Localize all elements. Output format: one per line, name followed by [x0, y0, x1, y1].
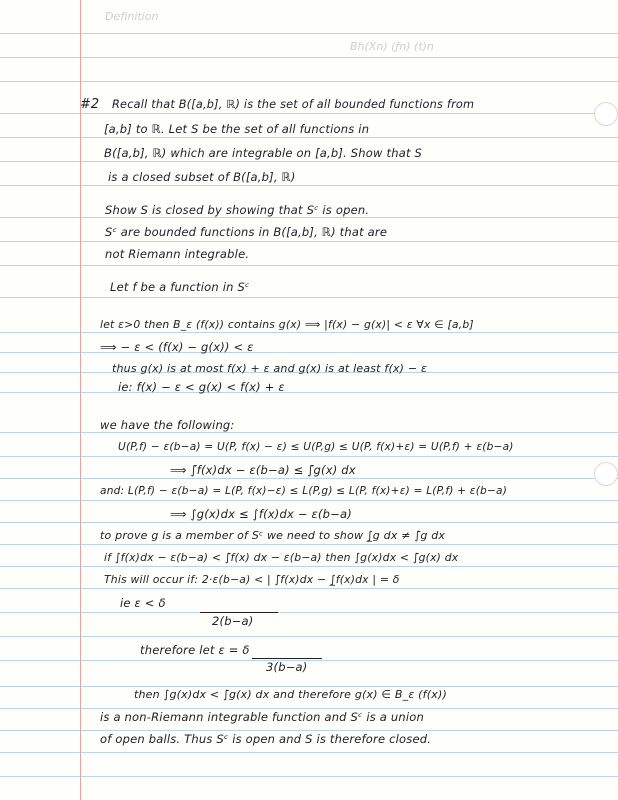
ruled-line [0, 612, 618, 613]
proof-line: Sᶜ are bounded functions in B([a,b], ℝ) that are [105, 225, 388, 239]
ruled-line [0, 566, 618, 567]
ruled-line [0, 588, 618, 589]
problem-statement-line: [a,b] to ℝ. Let S be the set of all functions in [104, 122, 370, 136]
problem-statement-line: Recall that B([a,b], ℝ) is the set of all bounded functions from [112, 98, 475, 111]
ruled-line [0, 776, 618, 777]
ruled-line [0, 636, 618, 637]
proof-line: not Riemann integrable. [105, 247, 250, 261]
ruled-line [0, 217, 618, 218]
ruled-line [0, 185, 618, 186]
ruled-line [0, 265, 618, 266]
ruled-line [0, 708, 618, 709]
ruled-line [0, 544, 618, 545]
proof-line: ie: f(x) − ε < g(x) < f(x) + ε [118, 380, 285, 394]
bleed-through-text: Bh(Xn) (ƒn) (t)n [350, 40, 434, 53]
ruled-line [0, 297, 618, 298]
proof-line: Show S is closed by showing that Sᶜ is open. [105, 203, 370, 217]
ruled-line [0, 456, 618, 457]
ruled-line [0, 33, 618, 34]
conclusion-line: of open balls. Thus Sᶜ is open and S is therefore closed. [100, 732, 432, 746]
bleed-through-text: Definition [105, 10, 159, 23]
fraction-denominator: 3(b−a) [266, 660, 308, 674]
equation-line: U(P,f) − ε(b−a) = U(P, f(x) − ε) ≤ U(P,g) ≤ U(P, f(x)+ε) = U(P,f) + ε(b−a) [118, 441, 514, 453]
proof-line: ie ε < δ [120, 596, 166, 610]
proof-line: Let f be a function in Sᶜ [110, 280, 250, 294]
proof-line: thus g(x) is at most f(x) + ε and g(x) is at least f(x) − ε [112, 362, 428, 375]
fraction-denominator: 2(b−a) [212, 614, 254, 628]
proof-line: we have the following: [100, 418, 235, 432]
margin-line [80, 0, 81, 800]
proof-line: if ∫f(x)dx − ε(b−a) < ∫̄f(x) dx − ε(b−a) then ∫g(x)dx < ∫̄g(x) dx [104, 551, 459, 564]
proof-line: let ε>0 then B_ε (f(x)) contains g(x) ⟹ |f(x) − g(x)| < ε ∀x ∈ [a,b] [100, 318, 474, 331]
problem-number: #2 [80, 97, 100, 112]
ruled-line [0, 660, 618, 661]
ruled-line [0, 81, 618, 82]
problem-statement-line: B([a,b], ℝ) which are integrable on [a,b]. Show that S [104, 146, 423, 160]
ruled-line [0, 522, 618, 523]
proof-line: therefore let ε = δ [140, 643, 250, 657]
proof-line: to prove g is a member of Sᶜ we need to show ∫̲g dx ≠ ∫̄g dx [100, 529, 446, 542]
conclusion-line: is a non-Riemann integrable function and Sᶜ is a union [100, 710, 424, 724]
ruled-line [0, 57, 618, 58]
equation-line: ⟹ ∫̄f(x)dx − ε(b−a) ≤ ∫̄g(x) dx [170, 463, 356, 477]
proof-line: This will occur if: 2·ε(b−a) < | ∫̄f(x)dx − ∫̲f(x)dx | = δ [104, 573, 400, 586]
ruled-line [0, 137, 618, 138]
equation-line: ⟹ ∫g(x)dx ≤ ∫f(x)dx − ε(b−a) [170, 507, 352, 521]
ruled-line [0, 241, 618, 242]
ruled-line [0, 432, 618, 433]
conclusion-line: then ∫g(x)dx < ∫̄g(x) dx and therefore g(x) ∈ B_ε (f(x)) [134, 688, 447, 701]
ruled-line [0, 332, 618, 333]
ruled-line [0, 392, 618, 393]
ruled-line [0, 478, 618, 479]
fraction-bar [252, 658, 322, 659]
equation-line: and: L(P,f) − ε(b−a) = L(P, f(x)−ε) ≤ L(P,g) ≤ L(P, f(x)+ε) = L(P,f) + ε(b−a) [100, 485, 508, 497]
ruled-line [0, 752, 618, 753]
binder-hole [594, 462, 618, 486]
ruled-line [0, 352, 618, 353]
ruled-line [0, 686, 618, 687]
ruled-line [0, 161, 618, 162]
problem-statement-line: is a closed subset of B([a,b], ℝ) [108, 170, 296, 184]
fraction-bar [200, 612, 278, 613]
ruled-line [0, 500, 618, 501]
proof-line: ⟹ − ε < (f(x) − g(x)) < ε [100, 340, 254, 354]
ruled-line [0, 113, 618, 114]
ruled-line [0, 730, 618, 731]
binder-hole [594, 102, 618, 126]
